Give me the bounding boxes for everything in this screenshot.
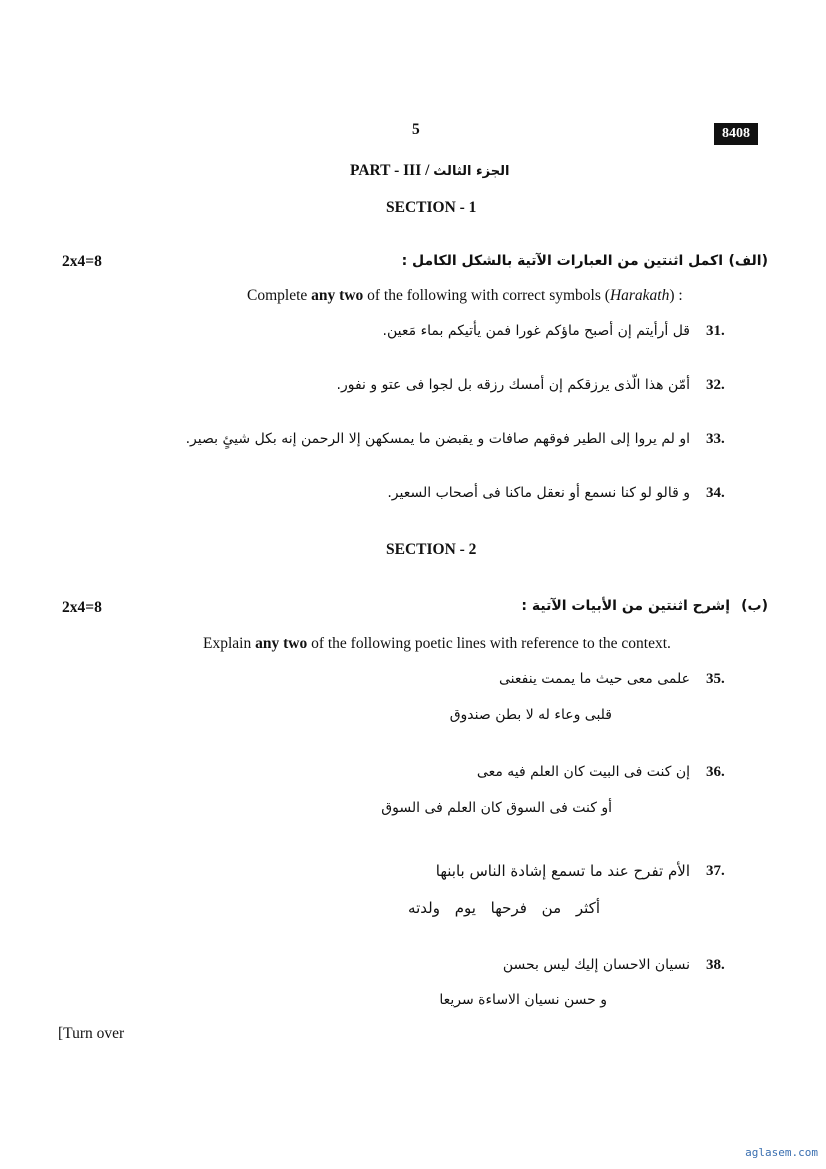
section-2-marks: 2x4=8	[62, 599, 102, 616]
section-1-title: SECTION - 1	[386, 199, 477, 216]
part-title-en: PART - III /	[350, 162, 434, 179]
text: of the following with correct symbols (	[363, 287, 610, 304]
part-title-ar: الجزء الثالث	[433, 164, 510, 179]
question-number: 31.	[706, 323, 725, 339]
verse-line-2: أو كنت فى السوق كان العلم فى السوق	[381, 800, 612, 816]
section-2-label: (ب)	[741, 598, 768, 614]
section-1-instruction-en	[247, 287, 683, 305]
text-italic: Harakath	[609, 287, 670, 304]
section-2-instruction-en	[203, 635, 671, 653]
question-text: او لم يروا إلى الطير فوقهم صافات و يقبضن ما يمسكهن إلا الرحمن إنه بكل شيئٍ بصير.	[185, 431, 690, 447]
section-1-label: (الف)	[728, 253, 768, 269]
text: Complete	[247, 287, 312, 304]
turn-over-note: [Turn over	[58, 1025, 125, 1042]
section-1-instruction-ar: اكمل اثنتين من العبارات الآتية بالشكل الكامل :	[401, 253, 723, 269]
verse-line-1: الأم تفرح عند ما تسمع إشادة الناس بابنها	[435, 862, 690, 880]
verse-line-1: علمى معى حيث ما يممت ينفعنى	[499, 671, 690, 687]
question-text: و قالو لو كنا نسمع أو نعقل ماكنا فى أصحاب السعير.	[387, 485, 690, 501]
section-2-title: SECTION - 2	[386, 541, 477, 558]
verse-line-2: قلبى وعاء له لا بطن صندوق	[449, 707, 612, 723]
paper-code-badge: 8408	[714, 123, 758, 145]
question-number: 38.	[706, 957, 725, 973]
text: ) :	[669, 287, 683, 304]
verse-line-1: نسيان الاحسان إليك ليس بحسن	[502, 957, 690, 973]
verse-line-2: و حسن نسيان الاساءة سريعا	[439, 992, 607, 1008]
text-bold: any two	[255, 635, 308, 652]
verse-line-1: إن كنت فى البيت كان العلم فيه معى	[476, 764, 690, 780]
verse-line-2: أكثر من فرحها يوم ولدته	[408, 899, 600, 917]
text: of the following poetic lines with reference to the context.	[307, 635, 671, 652]
section-2-instruction-ar: إشرح اثنتين من الأبيات الآتية :	[521, 598, 730, 614]
question-number: 32.	[706, 377, 725, 393]
part-title	[350, 162, 509, 180]
question-number: 35.	[706, 671, 725, 687]
text: Explain	[203, 635, 256, 652]
footer-watermark: aglasem.com	[745, 1146, 818, 1159]
question-text: أمّن هذا الّذى يرزقكم إن أمسك رزقه بل لجوا فى عتو و نفور.	[336, 377, 690, 393]
page-number: 5	[412, 121, 420, 138]
question-number: 36.	[706, 764, 725, 780]
question-number: 33.	[706, 431, 725, 447]
section-1-marks: 2x4=8	[62, 253, 102, 270]
question-number: 37.	[706, 863, 725, 879]
question-number: 34.	[706, 485, 725, 501]
text-bold: any two	[311, 287, 364, 304]
question-text: قل أرأيتم إن أصبح ماؤكم غورا فمن يأتيكم بماء مَعين.	[382, 323, 690, 339]
